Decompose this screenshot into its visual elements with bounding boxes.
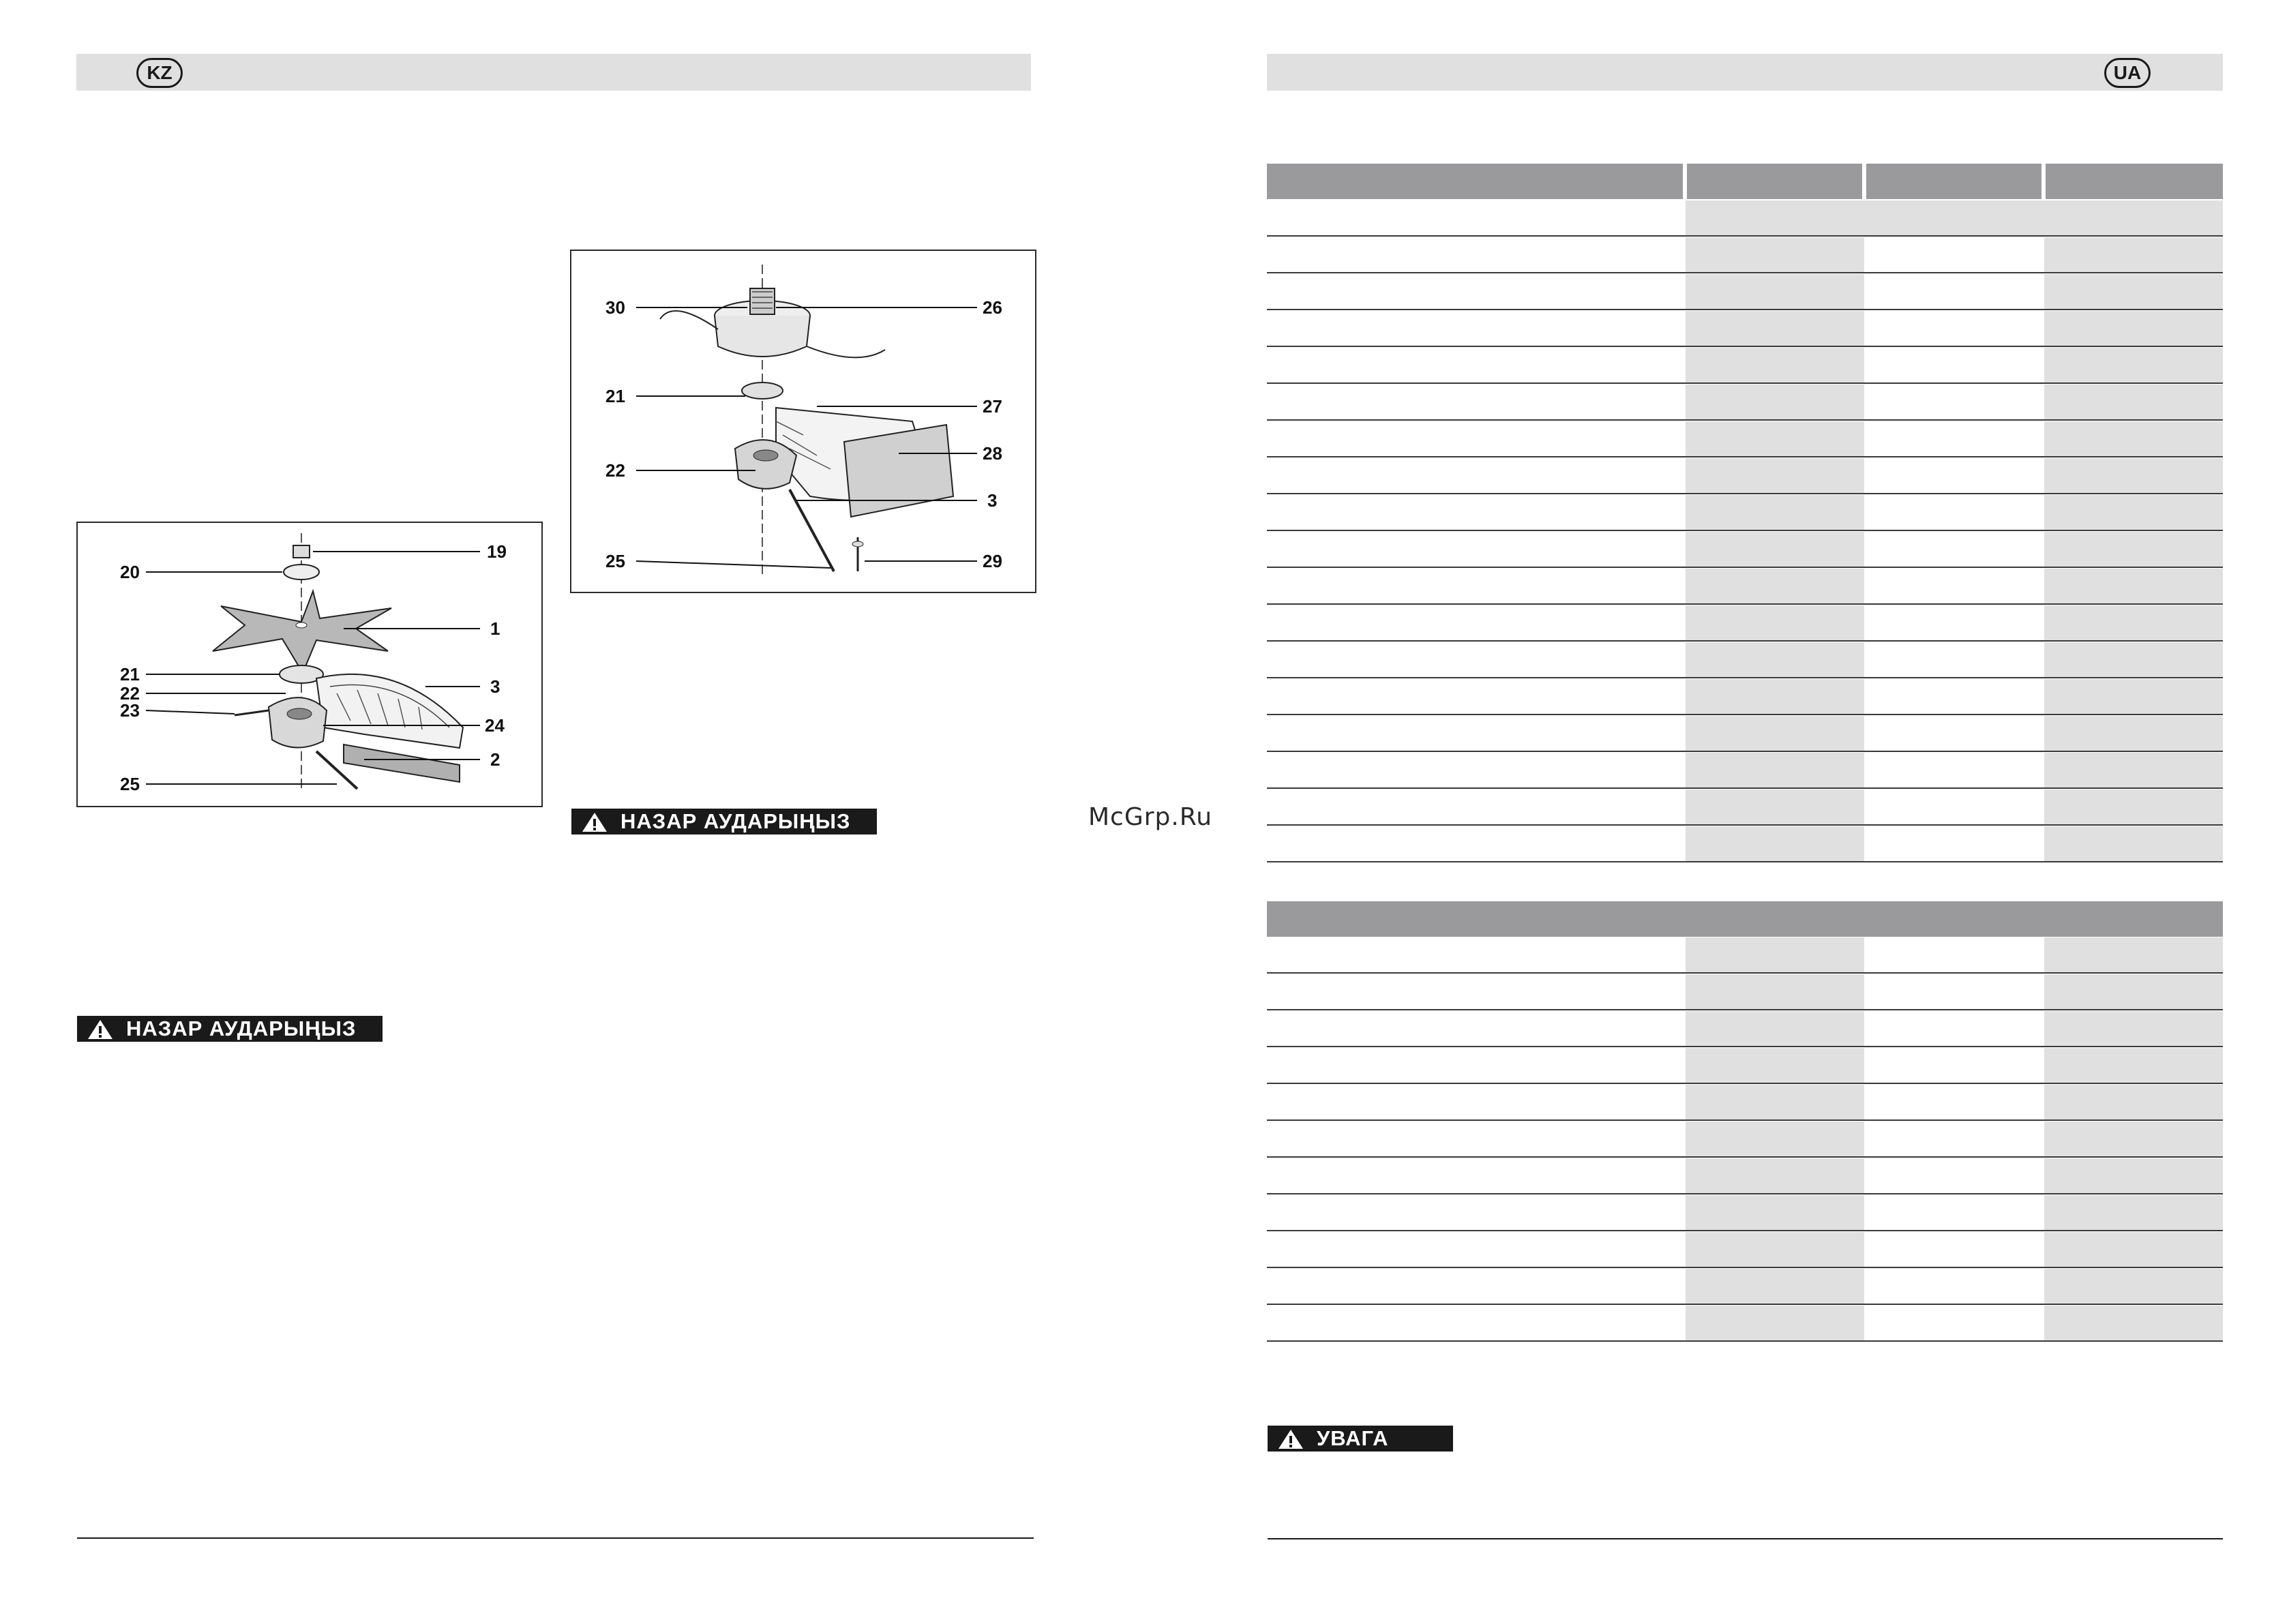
- table-cell-shaded: [1686, 753, 1864, 787]
- table-cell-shaded: [2044, 1306, 2223, 1340]
- table-row: [1267, 790, 2223, 826]
- table-cell-shaded: [2044, 385, 2223, 419]
- table-cell-shaded: [2044, 569, 2223, 603]
- table-cell-shaded: [1686, 1085, 1864, 1119]
- callout-19: 19: [487, 541, 507, 562]
- table-cell-shaded: [2044, 642, 2223, 677]
- table-cell-shaded: [1686, 200, 2223, 235]
- callout-30: 30: [605, 297, 625, 318]
- right-page-header: [1267, 54, 2223, 91]
- table-cell-shaded: [1686, 974, 1864, 1009]
- table-cell-shaded: [1686, 716, 1864, 751]
- table-row: [1267, 605, 2223, 642]
- table-cell-shaded: [2044, 937, 2223, 972]
- table-cell-shaded: [2044, 679, 2223, 714]
- table-row: [1267, 1306, 2223, 1342]
- warning-triangle-icon: [581, 811, 608, 833]
- table-cell-shaded: [1686, 458, 1864, 493]
- table-row: [1267, 495, 2223, 531]
- table-cell-shaded: [2044, 826, 2223, 861]
- table-cell-shaded: [2044, 495, 2223, 530]
- table-cell-shaded: [1686, 937, 1864, 972]
- table-cell-shaded: [1686, 1232, 1864, 1267]
- watermark: McGrp.Ru: [1088, 803, 1213, 831]
- lang-badge-ua: UA: [2104, 58, 2151, 88]
- table-cell-shaded: [2044, 421, 2223, 456]
- table-cell-shaded: [1686, 495, 1864, 530]
- table-cell-shaded: [2044, 458, 2223, 493]
- warning-text-ua: УВАГА: [1317, 1426, 1389, 1450]
- table-2-header: [1267, 901, 2223, 937]
- table-row: [1267, 311, 2223, 347]
- table-cell-shaded: [2044, 790, 2223, 824]
- warning-banner-ua: [1268, 1426, 1453, 1452]
- table-cell-shaded: [2044, 1232, 2223, 1267]
- table-cell-shaded: [1686, 311, 1864, 346]
- table-cell-shaded: [2044, 348, 2223, 382]
- table-cell-shaded: [1686, 1306, 1864, 1340]
- warning-text-kz-1: НАЗАР АУДАРЫҢЫЗ: [620, 809, 851, 833]
- table-cell-shaded: [1686, 679, 1864, 714]
- table-cell-shaded: [2044, 1011, 2223, 1046]
- table-cell-shaded: [2044, 716, 2223, 751]
- warning-text-kz-2: НАЗАР АУДАРЫҢЫЗ: [126, 1017, 357, 1040]
- callout-26: 26: [983, 297, 1002, 318]
- callout-20: 20: [120, 562, 140, 582]
- table-cell-shaded: [2044, 1048, 2223, 1083]
- table-row: [1267, 974, 2223, 1010]
- callout-24: 24: [485, 715, 505, 736]
- blade-assembly-drawing: [78, 523, 541, 806]
- callout-25b: 25: [605, 551, 625, 571]
- table-cell-shaded: [1686, 605, 1864, 640]
- table-row: [1267, 937, 2223, 974]
- table-cell-shaded: [2044, 1085, 2223, 1119]
- table-row: [1267, 826, 2223, 862]
- table-cell-shaded: [1686, 421, 1864, 456]
- table-cell-shaded: [2044, 753, 2223, 787]
- callout-3: 3: [490, 676, 500, 697]
- left-footer-rule: [77, 1537, 1034, 1539]
- callout-29: 29: [983, 551, 1002, 571]
- table-row: [1267, 274, 2223, 310]
- table-row: [1267, 348, 2223, 384]
- lang-badge-kz: KZ: [136, 58, 183, 88]
- table-cell-shaded: [1686, 1195, 1864, 1230]
- table-cell-shaded: [2044, 605, 2223, 640]
- table-cell-shaded: [1686, 237, 1864, 272]
- callout-25: 25: [120, 774, 140, 794]
- table-cell-shaded: [1686, 1122, 1864, 1156]
- nut-shape: [293, 545, 310, 558]
- table-row: [1267, 1195, 2223, 1231]
- table-cell-shaded: [2044, 311, 2223, 346]
- table-cell-shaded: [1686, 1158, 1864, 1193]
- table-cell-shaded: [1686, 274, 1864, 309]
- table-row: [1267, 1011, 2223, 1047]
- table-cell-shaded: [1686, 569, 1864, 603]
- figure-trimmer-head-assembly: [570, 250, 1036, 593]
- table-cell-shaded: [1686, 348, 1864, 382]
- table-cell-shaded: [1686, 1011, 1864, 1046]
- table-cell-shaded: [2044, 274, 2223, 309]
- warning-banner-kz-1: [571, 809, 877, 834]
- callout-21: 21: [120, 664, 140, 685]
- table-row: [1267, 237, 2223, 273]
- callout-2: 2: [490, 749, 500, 770]
- left-page-header: [76, 54, 1031, 91]
- table-row: [1267, 1269, 2223, 1305]
- table-cell-shaded: [2044, 532, 2223, 567]
- table-row: [1267, 1122, 2223, 1158]
- right-footer-rule: [1268, 1538, 2223, 1539]
- table-row: [1267, 1048, 2223, 1084]
- trimmer-head-drawing: [571, 251, 1035, 592]
- figure-blade-assembly: [76, 522, 543, 807]
- table-row: [1267, 458, 2223, 494]
- table-row: [1267, 385, 2223, 421]
- table-cell-shaded: [2044, 974, 2223, 1009]
- table-cell-shaded: [2044, 1195, 2223, 1230]
- table-row: [1267, 532, 2223, 568]
- table-cell-shaded: [1686, 532, 1864, 567]
- callout-22b: 22: [605, 460, 625, 481]
- callout-21b: 21: [605, 386, 625, 406]
- warning-banner-kz-2: [77, 1016, 383, 1042]
- table-row: [1267, 200, 2223, 237]
- table-cell-shaded: [2044, 1158, 2223, 1193]
- callout-3b: 3: [987, 490, 998, 511]
- table-row: [1267, 716, 2223, 752]
- table-cell-shaded: [1686, 790, 1864, 824]
- warning-triangle-icon: [87, 1019, 114, 1040]
- table-row: [1267, 679, 2223, 715]
- table-row: [1267, 642, 2223, 678]
- table-cell-shaded: [1686, 826, 1864, 861]
- table-cell-shaded: [2044, 237, 2223, 272]
- callout-28: 28: [983, 443, 1002, 464]
- table-cell-shaded: [1686, 642, 1864, 677]
- callout-1: 1: [490, 618, 500, 639]
- table-row: [1267, 421, 2223, 457]
- table-row: [1267, 753, 2223, 789]
- table-cell-shaded: [1686, 1269, 1864, 1304]
- callout-22: 22: [120, 683, 140, 704]
- table-row: [1267, 1232, 2223, 1268]
- callout-27: 27: [983, 396, 1002, 417]
- warning-triangle-icon: [1277, 1428, 1304, 1450]
- table-cell-shaded: [2044, 1269, 2223, 1304]
- callout-23: 23: [120, 700, 140, 721]
- table-row: [1267, 1158, 2223, 1194]
- table-1-header: [1267, 164, 2223, 199]
- table-cell-shaded: [1686, 385, 1864, 419]
- table-row: [1267, 569, 2223, 605]
- table-cell-shaded: [2044, 1122, 2223, 1156]
- table-row: [1267, 1085, 2223, 1121]
- table-cell-shaded: [1686, 1048, 1864, 1083]
